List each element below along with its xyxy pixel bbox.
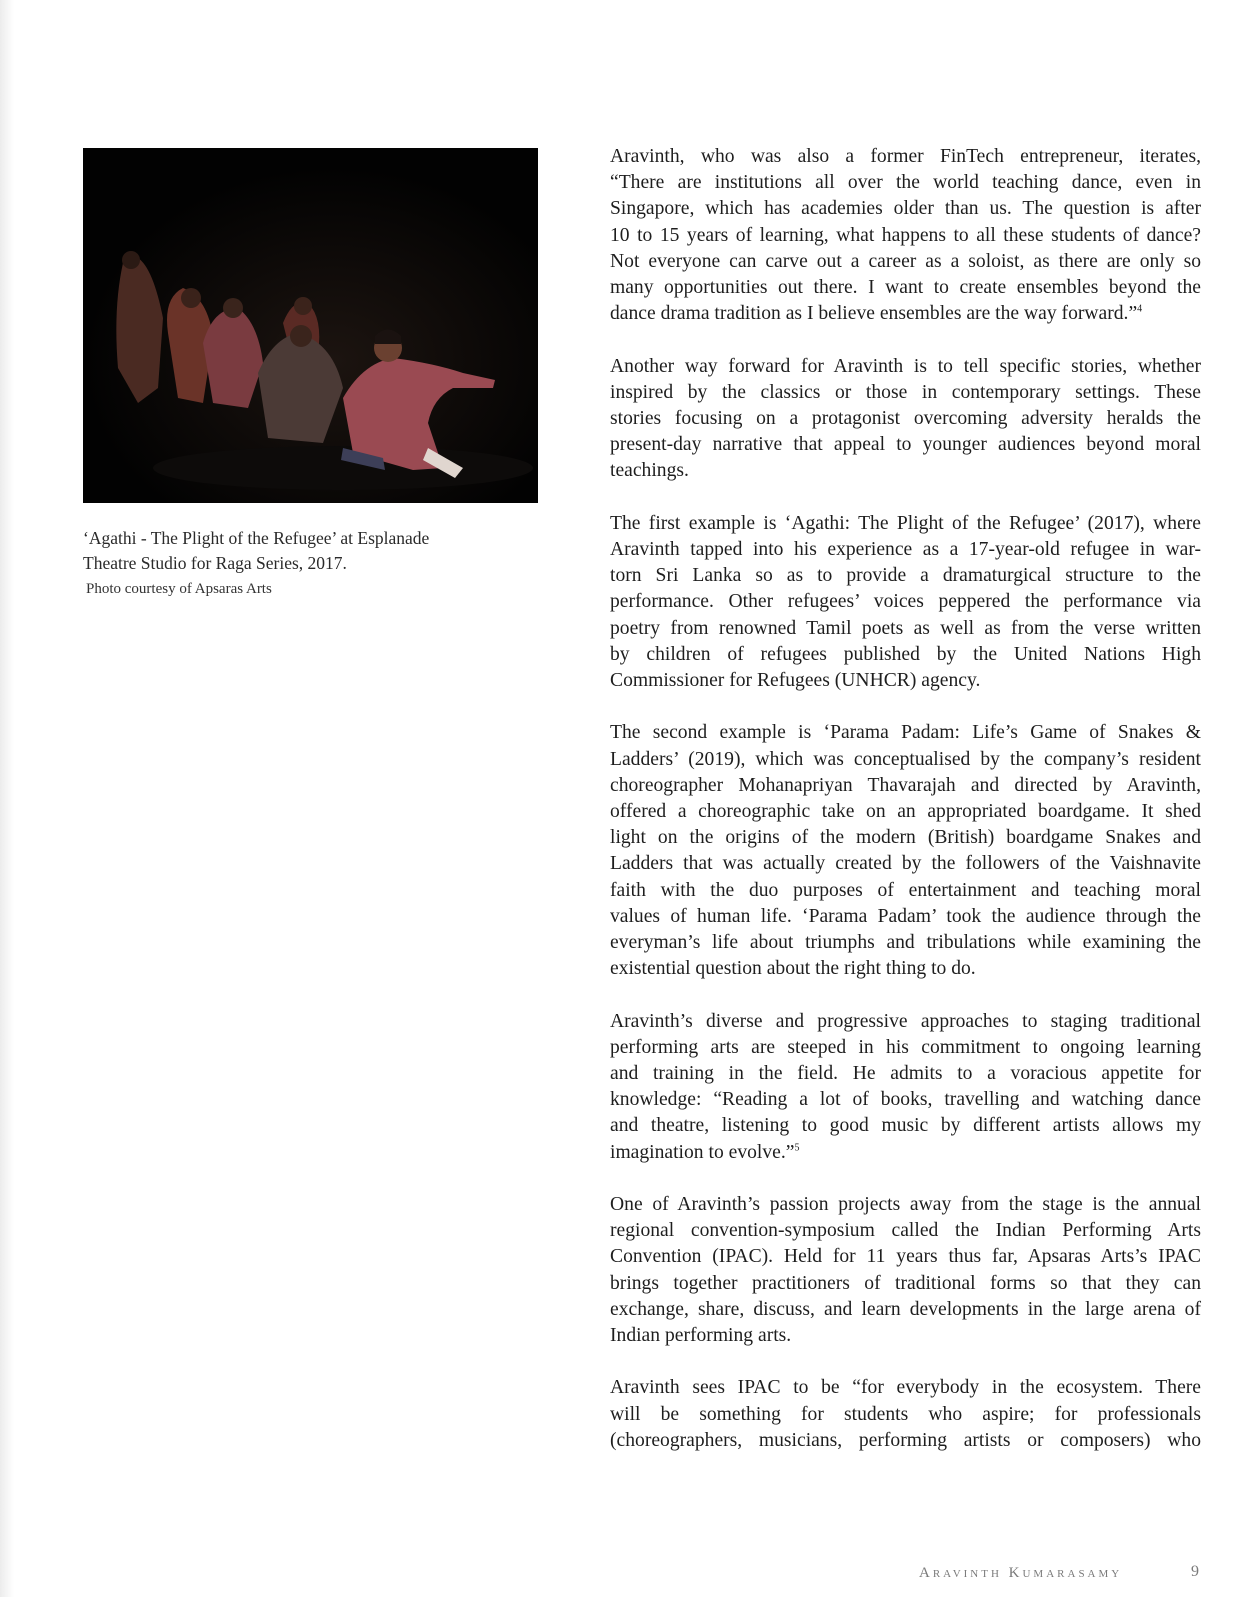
text-line: Aravinth sees IPAC to be “for everybody in the ecosystem. There [610, 1377, 1201, 1399]
paragraph [610, 144, 1201, 327]
text-line: performing arts are steeped in his commitment to ongoing learning [610, 1036, 1201, 1058]
paragraph [610, 1009, 1201, 1166]
text-line: stories focusing on a protagonist overcoming adversity heralds the [610, 408, 1201, 430]
paragraph [610, 1192, 1201, 1349]
text-line: Indian performing arts. [610, 1325, 792, 1347]
text-line: brings together practitioners of traditional forms so that they can [610, 1272, 1201, 1294]
text-line: and theatre, listening to good music by different artists allows my [610, 1115, 1201, 1137]
caption-line: Theatre Studio for Raga Series, 2017. [83, 553, 347, 573]
text-line [610, 301, 1201, 327]
text-line: inspired by the classics or those in contemporary settings. These [610, 381, 1201, 403]
paragraph [610, 720, 1201, 982]
article-body [610, 144, 1201, 1480]
text-line: One of Aravinth’s passion projects away from the stage is the annual [610, 1194, 1201, 1216]
text-line: offered a choreographic take on an appropriated boardgame. It shed [610, 801, 1201, 823]
text-line: Convention (IPAC). Held for 11 years thus far, Apsaras Arts’s IPAC [610, 1246, 1201, 1268]
footnote-marker: 4 [1137, 303, 1143, 315]
dance-performance-image [83, 148, 538, 503]
photo-caption [83, 526, 503, 576]
text-line: faith with the duo purposes of entertainment and teaching moral [610, 879, 1201, 901]
text-line: Aravinth, who was also a former FinTech entrepreneur, iterates, [610, 146, 1201, 167]
text-line: “There are institutions all over the world teaching dance, even in [610, 172, 1201, 194]
text-line: exchange, share, discuss, and learn developments in the large arena of [610, 1298, 1201, 1320]
text-line [610, 1140, 1201, 1166]
caption-line: ‘Agathi - The Plight of the Refugee’ at Esplanade [83, 528, 430, 548]
text-line: regional convention-symposium called the Indian Performing Arts [610, 1220, 1201, 1242]
page-number: 9 [1191, 1563, 1199, 1580]
performance-photo [83, 148, 538, 503]
text-line: 10 to 15 years of learning, what happens to all these students of dance? [610, 224, 1201, 246]
photo-credit: Photo courtesy of Apsaras Arts [86, 581, 272, 597]
text-line: Ladders’ (2019), which was conceptualised by the company’s resident [610, 748, 1201, 770]
text-line: will be something for students who aspire; for professionals [610, 1403, 1201, 1425]
text-line: torn Sri Lanka so as to provide a dramaturgical structure to the [610, 565, 1201, 587]
footnote-marker: 5 [794, 1142, 800, 1154]
paragraph [610, 511, 1201, 694]
text-line: teachings. [610, 460, 689, 482]
text-line: performance. Other refugees’ voices peppered the performance via [610, 591, 1201, 613]
text-line: Not everyone can carve out a career as a soloist, as there are only so [610, 250, 1201, 272]
text-line: Singapore, which has academies older than us. The question is after [610, 198, 1201, 220]
text-line: choreographer Mohanapriyan Thavarajah and directed by Aravinth, [610, 774, 1201, 796]
text-line: existential question about the right thing to do. [610, 958, 976, 980]
text-line: Aravinth tapped into his experience as a 17-year-old refugee in war- [610, 539, 1201, 561]
text-line: present-day narrative that appeal to younger audiences beyond moral [610, 434, 1201, 456]
text-line-content: imagination to evolve.” [610, 1141, 795, 1163]
text-line: Another way forward for Aravinth is to tell specific stories, whether [610, 355, 1201, 377]
text-line: poetry from renowned Tamil poets as well as from the verse written [610, 617, 1201, 639]
text-line: by children of refugees published by the United Nations High [610, 643, 1201, 665]
text-line-content: dance drama tradition as I believe ensembles are the way forward.” [610, 303, 1138, 325]
paragraph [610, 1375, 1201, 1454]
text-line: light on the origins of the modern (British) boardgame Snakes and [610, 827, 1201, 849]
text-line: knowledge: “Reading a lot of books, travelling and watching dance [610, 1089, 1201, 1111]
text-line: Ladders that was actually created by the followers of the Vaishnavite [610, 853, 1201, 875]
text-line: many opportunities out there. I want to create ensembles beyond the [610, 277, 1201, 299]
page-edge-shadow [0, 0, 14, 1597]
text-line: and training in the field. He admits to a voracious appetite for [610, 1063, 1201, 1085]
text-line: The second example is ‘Parama Padam: Life’s Game of Snakes & [610, 722, 1201, 744]
running-head: Aravinth Kumarasamy [919, 1565, 1123, 1581]
paragraph [610, 354, 1201, 485]
text-line: (choreographers, musicians, performing artists or composers) who [610, 1429, 1201, 1451]
text-line: Aravinth’s diverse and progressive approaches to staging traditional [610, 1010, 1201, 1032]
text-line: Commissioner for Refugees (UNHCR) agency. [610, 670, 981, 692]
text-line: values of human life. ‘Parama Padam’ took the audience through the [610, 905, 1201, 927]
text-line: The first example is ‘Agathi: The Plight of the Refugee’ (2017), where [610, 512, 1201, 534]
text-line: everyman’s life about triumphs and tribulations while examining the [610, 932, 1201, 954]
